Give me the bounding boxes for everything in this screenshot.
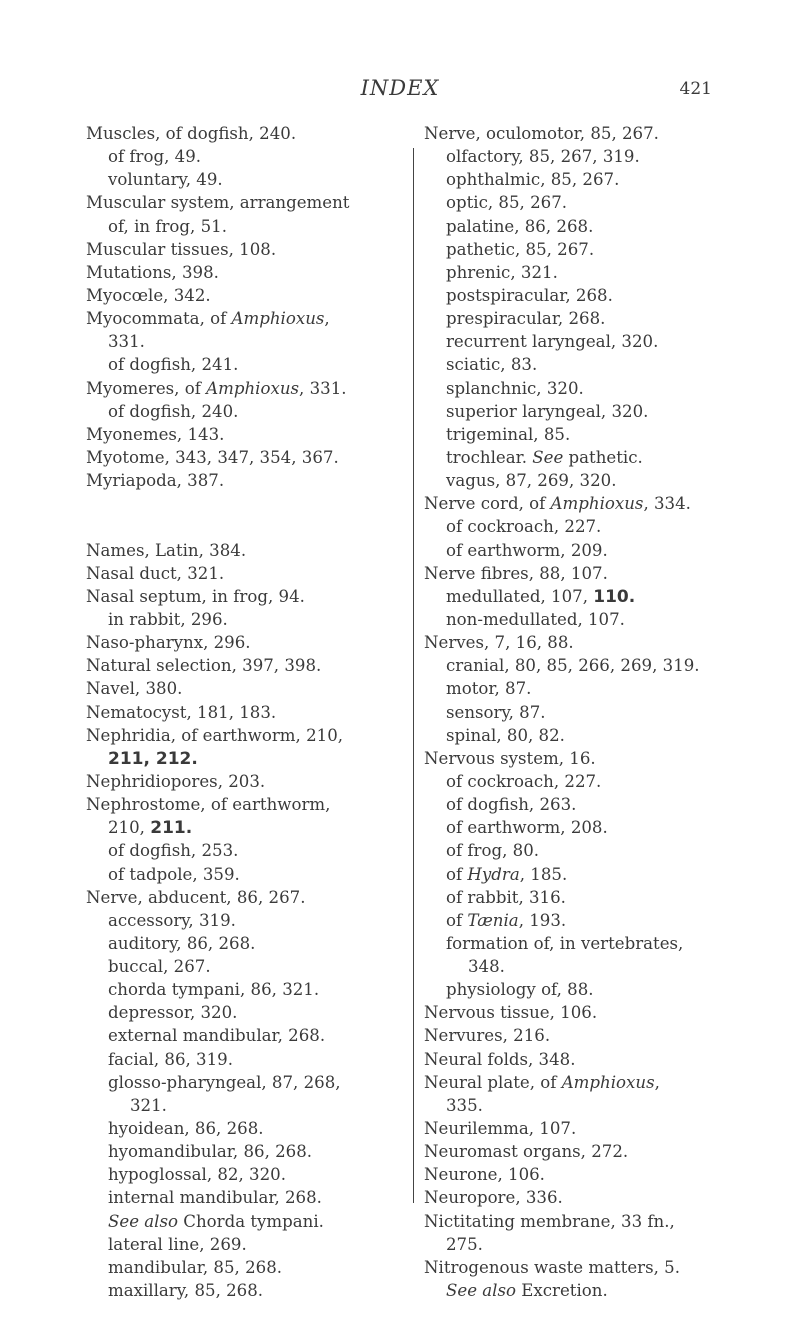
index-entry (424, 1256, 740, 1279)
entry-text: Neurilemma, 107. (424, 1119, 577, 1139)
entry-text: internal mandibular, 268. (108, 1188, 322, 1208)
entry-text: facial, 86, 319. (108, 1049, 233, 1069)
entry-text: buccal, 267. (108, 957, 211, 977)
entry-text: pathetic, 85, 267. (446, 239, 595, 259)
index-subentry (86, 1256, 402, 1279)
index-entry (424, 1117, 740, 1140)
index-subentry (424, 909, 740, 932)
entry-text: formation of, in vertebrates, (446, 933, 684, 953)
index-entry (424, 1048, 740, 1071)
entry-text: Nervous system, 16. (424, 748, 596, 768)
index-entry (86, 238, 402, 261)
index-subentry (424, 654, 740, 677)
entry-text: Neuromast organs, 272. (424, 1142, 629, 1162)
entry-text: palatine, 86, 268. (446, 216, 594, 236)
entry-text: sciatic, 83. (446, 355, 538, 375)
entry-text: Myomeres, of (86, 378, 207, 398)
index-entry (86, 585, 402, 608)
index-subentry (86, 978, 402, 1001)
index-entry (86, 701, 402, 724)
entry-text: Natural selection, 397, 398. (86, 656, 322, 676)
entry-text: olfactory, 85, 267, 319. (446, 147, 640, 167)
entry-text: Myonemes, 143. (86, 424, 225, 444)
index-entry (86, 770, 402, 793)
page-number: 421 (679, 79, 712, 99)
entry-text: Amphioxus (206, 378, 300, 398)
index-entry (424, 1140, 740, 1163)
entry-text: Neuropore, 336. (424, 1188, 563, 1208)
index-entry (86, 261, 402, 284)
entry-text: 335. (446, 1095, 483, 1115)
index-subentry (424, 816, 740, 839)
index-entry (86, 677, 402, 700)
index-entry (86, 631, 402, 654)
entry-text: cranial, 80, 85, 266, 269, 319. (446, 656, 700, 676)
index-subentry (424, 608, 740, 631)
index-subentry (86, 1001, 402, 1024)
index-column-right (424, 122, 740, 1302)
entry-text: Myotome, 343, 347, 354, 367. (86, 447, 339, 467)
index-subentry (424, 215, 740, 238)
index-entry (86, 654, 402, 677)
entry-text: 331. (108, 332, 145, 352)
entry-text: trochlear. (446, 447, 533, 467)
entry-text: pathetic. (563, 447, 643, 467)
entry-text: Nephrostome, of earthworm, (86, 795, 331, 815)
entry-text: postspiracular, 268. (446, 285, 613, 305)
page-header-title: INDEX (360, 76, 440, 100)
index-subentry (86, 215, 402, 238)
entry-text: of (446, 910, 468, 930)
entry-text: Mutations, 398. (86, 262, 219, 282)
entry-text: 275. (446, 1234, 483, 1254)
index-subentry (424, 770, 740, 793)
entry-text: Nephridia, of earthworm, 210, (86, 725, 344, 745)
entry-text: of earthworm, 208. (446, 818, 608, 838)
entry-text: Hydra (467, 864, 520, 884)
index-subentry (86, 1117, 402, 1140)
entry-text: 211. (150, 818, 193, 839)
entry-text: Nitrogenous waste matters, 5. (424, 1257, 681, 1277)
index-subentry (86, 1233, 402, 1256)
index-entry (86, 793, 402, 816)
index-subentry (424, 377, 740, 400)
entry-text: depressor, 320. (108, 1003, 238, 1023)
entry-text: Tænia (467, 910, 519, 930)
index-subentry (424, 839, 740, 862)
entry-text: 321. (130, 1095, 167, 1115)
index-column-left (86, 122, 402, 1302)
entry-text: 348. (468, 957, 505, 977)
entry-text: medullated, 107, (446, 586, 594, 606)
entry-text: external mandibular, 268. (108, 1026, 326, 1046)
index-entry (86, 122, 402, 145)
index-subentry (86, 400, 402, 423)
entry-text: ophthalmic, 85, 267. (446, 170, 620, 190)
index-entry (424, 1186, 740, 1209)
entry-text: auditory, 86, 268. (108, 933, 256, 953)
entry-text: voluntary, 49. (108, 170, 223, 190)
index-subentry (424, 400, 740, 423)
entry-text: See also (446, 1281, 516, 1301)
entry-text: Myocœle, 342. (86, 285, 211, 305)
entry-text: chorda tympani, 86, 321. (108, 980, 320, 1000)
index-subentry (86, 1094, 402, 1117)
entry-text: Amphioxus (561, 1072, 655, 1092)
index-entry (86, 307, 402, 330)
entry-text: of cockroach, 227. (446, 517, 602, 537)
index-subentry (424, 677, 740, 700)
entry-text: of frog, 49. (108, 147, 202, 167)
index-entry (86, 446, 402, 469)
entry-text: vagus, 87, 269, 320. (446, 471, 617, 491)
entry-text: hypoglossal, 82, 320. (108, 1165, 286, 1185)
entry-text: of (446, 864, 468, 884)
index-subentry (86, 747, 402, 770)
entry-text: trigeminal, 85. (446, 424, 571, 444)
entry-text: of dogfish, 253. (108, 841, 239, 861)
index-entry (86, 423, 402, 446)
index-subentry (424, 515, 740, 538)
entry-text: See (532, 447, 564, 467)
entry-text: Nervures, 216. (424, 1026, 551, 1046)
entry-text: of rabbit, 316. (446, 887, 566, 907)
entry-text: , (654, 1072, 660, 1092)
entry-text: 210, (108, 818, 151, 838)
index-subentry (424, 1279, 740, 1302)
entry-text: Nasal septum, in frog, 94. (86, 586, 305, 606)
entry-text: maxillary, 85, 268. (108, 1281, 264, 1301)
index-subentry (424, 191, 740, 214)
entry-text: splanchnic, 320. (446, 378, 584, 398)
entry-text: mandibular, 85, 268. (108, 1257, 283, 1277)
entry-text: of earthworm, 209. (446, 540, 608, 560)
index-subentry (424, 539, 740, 562)
index-entry (86, 886, 402, 909)
entry-text: Navel, 380. (86, 679, 183, 699)
index-entry (424, 631, 740, 654)
entry-text: Nerves, 7, 16, 88. (424, 633, 574, 653)
index-entry (86, 724, 402, 747)
entry-text: hyomandibular, 86, 268. (108, 1142, 313, 1162)
index-subentry (424, 168, 740, 191)
index-subentry (86, 330, 402, 353)
index-subentry (424, 1094, 740, 1117)
index-subentry (86, 932, 402, 955)
entry-text: Amphioxus (231, 309, 325, 329)
index-subentry (424, 886, 740, 909)
index-subentry (86, 1140, 402, 1163)
entry-text: superior laryngeal, 320. (446, 401, 649, 421)
entry-text: Nematocyst, 181, 183. (86, 702, 277, 722)
entry-text: glosso-pharyngeal, 87, 268, (108, 1072, 341, 1092)
entry-text: accessory, 319. (108, 910, 236, 930)
index-entry (86, 469, 402, 492)
index-subentry (424, 423, 740, 446)
index-subentry (86, 839, 402, 862)
entry-text: Nerve, abducent, 86, 267. (86, 887, 306, 907)
index-subentry (86, 1186, 402, 1209)
index-entry (424, 1024, 740, 1047)
entry-text: Nerve fibres, 88, 107. (424, 563, 608, 583)
entry-text: Nerve cord, of (424, 494, 551, 514)
entry-text: optic, 85, 267. (446, 193, 568, 213)
index-subentry (424, 585, 740, 608)
entry-text: of, in frog, 51. (108, 216, 227, 236)
index-subentry (424, 284, 740, 307)
entry-text: in rabbit, 296. (108, 609, 228, 629)
entry-text: Myocommata, of (86, 309, 232, 329)
entry-text: Muscular tissues, 108. (86, 239, 277, 259)
entry-text: Nervous tissue, 106. (424, 1003, 598, 1023)
entry-text: Nerve, oculomotor, 85, 267. (424, 124, 659, 143)
entry-text: Amphioxus (550, 494, 644, 514)
entry-text: Neurone, 106. (424, 1165, 545, 1185)
entry-text: , 185. (519, 864, 568, 884)
index-subentry (86, 1210, 402, 1233)
index-subentry (86, 353, 402, 376)
index-subentry (424, 330, 740, 353)
entry-text: sensory, 87. (446, 702, 546, 722)
entry-text: , 193. (518, 910, 567, 930)
index-entry (86, 539, 402, 562)
entry-text: motor, 87. (446, 679, 532, 699)
index-subentry (424, 724, 740, 747)
entry-text: See also (108, 1211, 178, 1231)
spacer (86, 515, 402, 538)
spacer (86, 492, 402, 515)
index-subentry (424, 978, 740, 1001)
index-subentry (424, 701, 740, 724)
index-subentry (86, 1279, 402, 1302)
index-subentry (86, 909, 402, 932)
entry-text: , 331. (299, 378, 347, 398)
index-subentry (86, 168, 402, 191)
entry-text: , 334. (643, 494, 691, 514)
entry-text: 211, 212. (108, 748, 198, 769)
entry-text: non-medullated, 107. (446, 609, 625, 629)
index-subentry (424, 307, 740, 330)
index-subentry (86, 1048, 402, 1071)
index-subentry (86, 145, 402, 168)
index-subentry (86, 863, 402, 886)
entry-text: 110. (593, 586, 636, 607)
entry-text: Myriapoda, 387. (86, 471, 225, 491)
index-entry (424, 122, 740, 145)
index-entry (424, 747, 740, 770)
index-entry (86, 284, 402, 307)
entry-text: Neural plate, of (424, 1072, 562, 1092)
entry-text: recurrent laryngeal, 320. (446, 332, 659, 352)
entry-text: Muscular system, arrangement (86, 193, 350, 213)
entry-text: Neural folds, 348. (424, 1049, 576, 1069)
index-entry (86, 377, 402, 400)
entry-text: of frog, 80. (446, 841, 540, 861)
entry-text: of cockroach, 227. (446, 771, 602, 791)
index-subentry (86, 1071, 402, 1094)
index-subentry (86, 816, 402, 839)
entry-text: Chorda tympani. (178, 1211, 324, 1231)
entry-text: Naso-pharynx, 296. (86, 633, 251, 653)
index-entry (424, 1163, 740, 1186)
index-subentry (424, 145, 740, 168)
entry-text: spinal, 80, 82. (446, 725, 565, 745)
entry-text: physiology of, 88. (446, 980, 594, 1000)
index-subentry (424, 238, 740, 261)
entry-text: Muscles, of dogfish, 240. (86, 124, 297, 143)
index-subentry (424, 793, 740, 816)
index-entry (424, 562, 740, 585)
entry-text: , (324, 309, 330, 329)
entry-text: Nictitating membrane, 33 fn., (424, 1211, 675, 1231)
index-subentry (424, 261, 740, 284)
entry-text: Nephridiopores, 203. (86, 771, 266, 791)
index-subentry (424, 469, 740, 492)
index-subentry (424, 863, 740, 886)
entry-text: Excretion. (516, 1281, 608, 1301)
entry-text: of dogfish, 263. (446, 795, 577, 815)
entry-text: hyoidean, 86, 268. (108, 1119, 264, 1139)
index-entry (86, 562, 402, 585)
index-entry (86, 191, 402, 214)
index-subentry (424, 955, 740, 978)
index-subentry (86, 1163, 402, 1186)
entry-text: Nasal duct, 321. (86, 563, 225, 583)
index-entry (424, 1001, 740, 1024)
entry-text: prespiracular, 268. (446, 309, 606, 329)
index-subentry (424, 353, 740, 376)
index-subentry (424, 932, 740, 955)
index-entry (424, 492, 740, 515)
index-subentry (424, 1233, 740, 1256)
column-divider (413, 148, 414, 1203)
entry-text: phrenic, 321. (446, 262, 558, 282)
index-subentry (86, 955, 402, 978)
index-entry (424, 1210, 740, 1233)
index-subentry (424, 446, 740, 469)
index-subentry (86, 608, 402, 631)
index-subentry (86, 1024, 402, 1047)
entry-text: Names, Latin, 384. (86, 540, 247, 560)
index-entry (424, 1071, 740, 1094)
entry-text: of dogfish, 241. (108, 355, 239, 375)
entry-text: lateral line, 269. (108, 1234, 247, 1254)
entry-text: of dogfish, 240. (108, 401, 239, 421)
entry-text: of tadpole, 359. (108, 864, 240, 884)
